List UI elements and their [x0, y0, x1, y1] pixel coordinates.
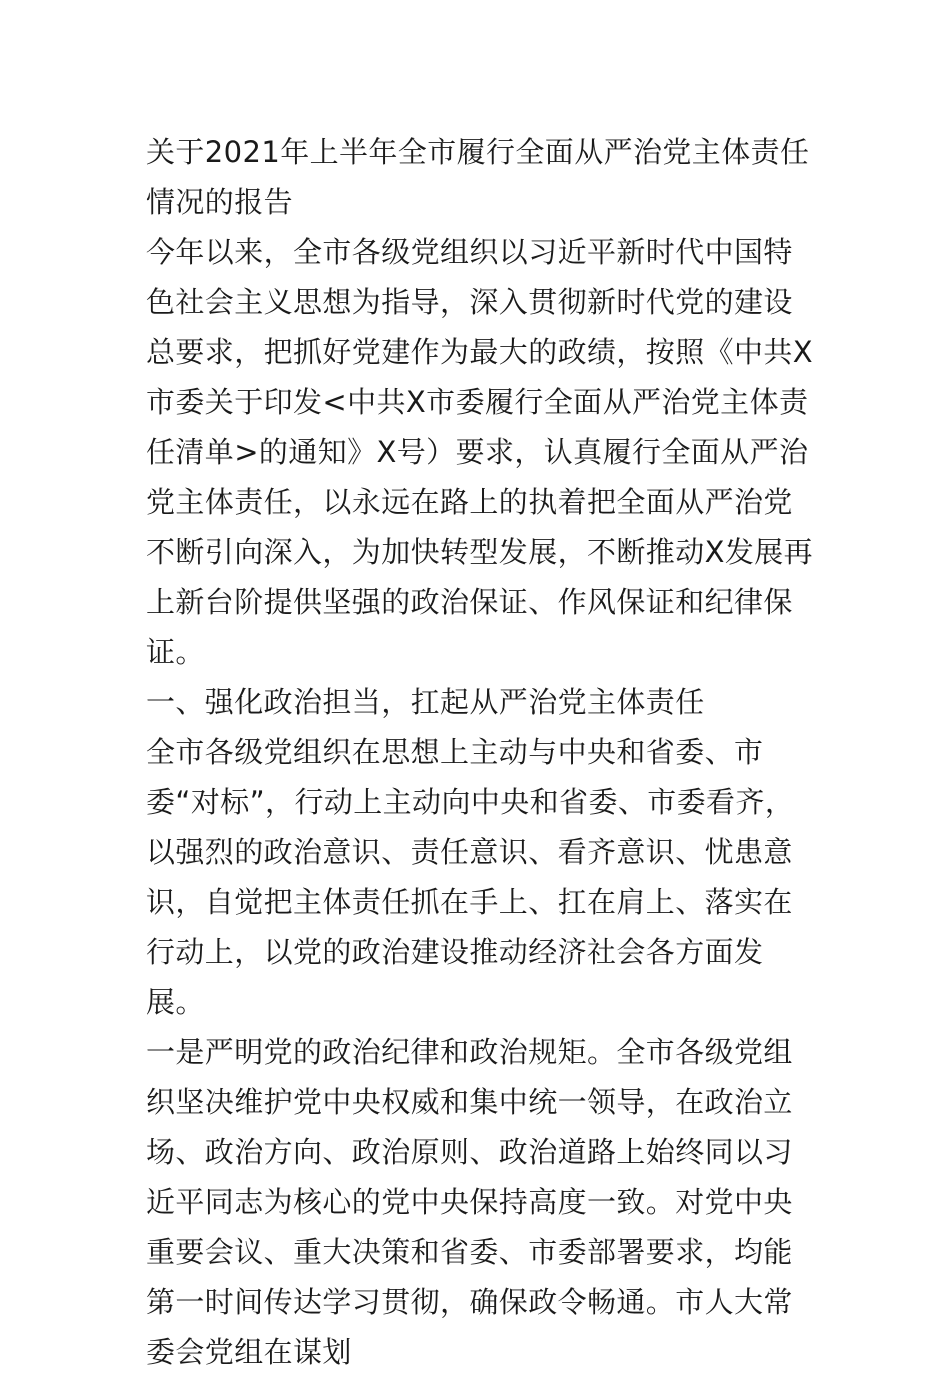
point-paragraph: 一是严明党的政治纪律和政治规矩。全市各级党组织坚决维护党中央权威和集中统一领导，在政治立场、政治方向、政治原则、政治道路上始终同以习近平同志为核心的党中央保持高度一致。对党中央重要会议、重大决策和省委、市委部署要求，均能第一时间传达学习贯彻，确保政令畅通。市人大常委会党组在谋划 — [146, 1035, 793, 1369]
intro-paragraph: 今年以来，全市各级党组织以习近平新时代中国特色社会主义思想为指导，深入贯彻新时代党的建设总要求，把抓好党建作为最大的政绩，按照《中共X市委关于印发<中共X市委履行全面从严治党主体责任清单>的通知》X号）要求，认真履行全面从严治党主体责任，以永远在路上的执着把全面从严治党不断引向深入，为加快转型发展，不断推动X发展再上新台阶提供坚强的政治保证、作风保证和纪律保证。 — [146, 235, 814, 669]
section-paragraph: 全市各级党组织在思想上主动与中央和省委、市委“对标”，行动上主动向中央和省委、市委看齐，以强烈的政治意识、责任意识、看齐意识、忧患意识，自觉把主体责任抓在手上、扛在肩上、落实在行动上，以党的政治建设推动经济社会各方面发展。 — [146, 735, 795, 1019]
document-body — [146, 127, 814, 1377]
document-title: 关于2021年上半年全市履行全面从严治党主体责任情况的报告 — [146, 135, 810, 219]
section-heading: 一、强化政治担当，扛起从严治党主体责任 — [146, 685, 705, 719]
